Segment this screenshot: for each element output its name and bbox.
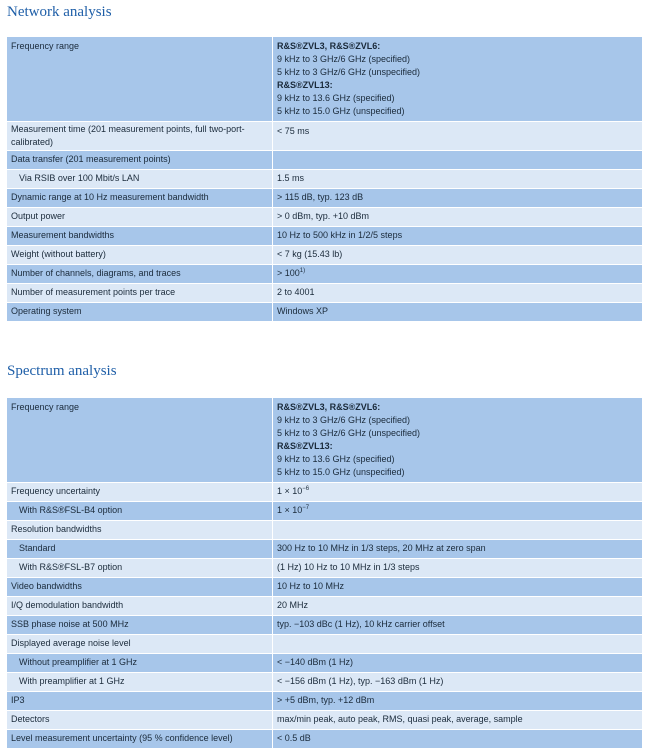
table-row <box>7 520 642 539</box>
spec-value: > 0 dBm, typ. +10 dBm <box>273 207 643 226</box>
value-text: > 100 <box>277 268 300 278</box>
table-row <box>7 482 642 501</box>
spec-value: < 0.5 dB <box>273 729 643 748</box>
spec-value: 300 Hz to 10 MHz in 1/3 steps, 20 MHz at zero span <box>273 539 643 558</box>
table-row <box>7 398 642 482</box>
spec-value: 10 Hz to 10 MHz <box>273 577 643 596</box>
spec-value <box>273 520 643 539</box>
spec-label: With R&S®FSL-B4 option <box>7 501 273 520</box>
spec-label: Measurement time (201 measurement points, full two-port-calibrated) <box>7 121 273 150</box>
table-row <box>7 558 642 577</box>
table-row <box>7 302 642 321</box>
spec-label: Number of channels, diagrams, and traces <box>7 264 273 283</box>
value-line: 5 kHz to 15.0 GHz (unspecified) <box>277 467 405 477</box>
table-row <box>7 283 642 302</box>
spec-label: Resolution bandwidths <box>7 520 273 539</box>
spec-label: Output power <box>7 207 273 226</box>
spec-value <box>273 501 643 520</box>
spec-value: < −156 dBm (1 Hz), typ. −163 dBm (1 Hz) <box>273 672 643 691</box>
spec-label: Via RSIB over 100 Mbit/s LAN <box>7 169 273 188</box>
table-row <box>7 653 642 672</box>
table-row <box>7 577 642 596</box>
spec-label: Number of measurement points per trace <box>7 283 273 302</box>
table-row <box>7 150 642 169</box>
table-row <box>7 264 642 283</box>
spectrum-spec-table <box>7 398 642 749</box>
spec-value: max/min peak, auto peak, RMS, quasi peak, average, sample <box>273 710 643 729</box>
spec-label: Operating system <box>7 302 273 321</box>
network-section-title: Network analysis <box>7 4 112 20</box>
spec-label: Detectors <box>7 710 273 729</box>
table-row <box>7 615 642 634</box>
value-line: 5 kHz to 3 GHz/6 GHz (unspecified) <box>277 67 421 77</box>
value-line: 9 kHz to 13.6 GHz (specified) <box>277 454 395 464</box>
value-line: R&S®ZVL13: <box>277 441 333 451</box>
value-line: 9 kHz to 3 GHz/6 GHz (specified) <box>277 415 411 425</box>
table-row <box>7 672 642 691</box>
spec-label: Dynamic range at 10 Hz measurement bandwidth <box>7 188 273 207</box>
spec-label: Displayed average noise level <box>7 634 273 653</box>
spec-label: Video bandwidths <box>7 577 273 596</box>
spec-label: Level measurement uncertainty (95 % confidence level) <box>7 729 273 748</box>
footnote-marker: 1) <box>299 268 306 274</box>
spec-value <box>273 150 643 169</box>
spectrum-section-title: Spectrum analysis <box>7 363 117 379</box>
value-line: 9 kHz to 13.6 GHz (specified) <box>277 93 395 103</box>
spec-value <box>273 398 643 482</box>
table-row <box>7 226 642 245</box>
table-row <box>7 37 642 121</box>
spec-value: > +5 dBm, typ. +12 dBm <box>273 691 643 710</box>
spec-value <box>273 634 643 653</box>
exponent: −7 <box>302 505 310 511</box>
spec-value: 1.5 ms <box>273 169 643 188</box>
table-row <box>7 501 642 520</box>
value-line: 5 kHz to 3 GHz/6 GHz (unspecified) <box>277 428 421 438</box>
table-row <box>7 245 642 264</box>
table-row <box>7 634 642 653</box>
exponent: −6 <box>302 486 310 492</box>
value-line: 5 kHz to 15.0 GHz (unspecified) <box>277 106 405 116</box>
value-line: R&S®ZVL3, R&S®ZVL6: <box>277 41 381 51</box>
value-text: 1 × 10 <box>277 486 303 496</box>
spec-label: Weight (without battery) <box>7 245 273 264</box>
table-row <box>7 729 642 748</box>
spec-label: Frequency range <box>7 398 273 482</box>
spec-value: (1 Hz) 10 Hz to 10 MHz in 1/3 steps <box>273 558 643 577</box>
spec-label: With preamplifier at 1 GHz <box>7 672 273 691</box>
spec-label: Standard <box>7 539 273 558</box>
spec-value <box>273 482 643 501</box>
spec-value <box>273 37 643 121</box>
spec-value: typ. −103 dBc (1 Hz), 10 kHz carrier offset <box>273 615 643 634</box>
table-row <box>7 710 642 729</box>
value-line: R&S®ZVL3, R&S®ZVL6: <box>277 402 381 412</box>
table-row <box>7 596 642 615</box>
spec-value: Windows XP <box>273 302 643 321</box>
table-row <box>7 169 642 188</box>
value-line: 9 kHz to 3 GHz/6 GHz (specified) <box>277 54 411 64</box>
network-spec-table <box>7 37 642 322</box>
spec-value: < 7 kg (15.43 lb) <box>273 245 643 264</box>
table-row <box>7 207 642 226</box>
spec-label: Data transfer (201 measurement points) <box>7 150 273 169</box>
spec-value: 20 MHz <box>273 596 643 615</box>
spec-label: I/Q demodulation bandwidth <box>7 596 273 615</box>
spec-value: 2 to 4001 <box>273 283 643 302</box>
spec-label: Measurement bandwidths <box>7 226 273 245</box>
spec-value: < 75 ms <box>273 121 643 150</box>
value-line: R&S®ZVL13: <box>277 80 333 90</box>
value-text: 1 × 10 <box>277 505 303 515</box>
table-row <box>7 188 642 207</box>
spec-label: With R&S®FSL-B7 option <box>7 558 273 577</box>
spec-label: Without preamplifier at 1 GHz <box>7 653 273 672</box>
table-row <box>7 691 642 710</box>
spec-value: > 115 dB, typ. 123 dB <box>273 188 643 207</box>
spec-value <box>273 264 643 283</box>
table-row <box>7 539 642 558</box>
spec-label: Frequency uncertainty <box>7 482 273 501</box>
spec-label: Frequency range <box>7 37 273 121</box>
spec-label: SSB phase noise at 500 MHz <box>7 615 273 634</box>
spec-label: IP3 <box>7 691 273 710</box>
spec-value: 10 Hz to 500 kHz in 1/2/5 steps <box>273 226 643 245</box>
table-row <box>7 121 642 150</box>
spec-value: < −140 dBm (1 Hz) <box>273 653 643 672</box>
